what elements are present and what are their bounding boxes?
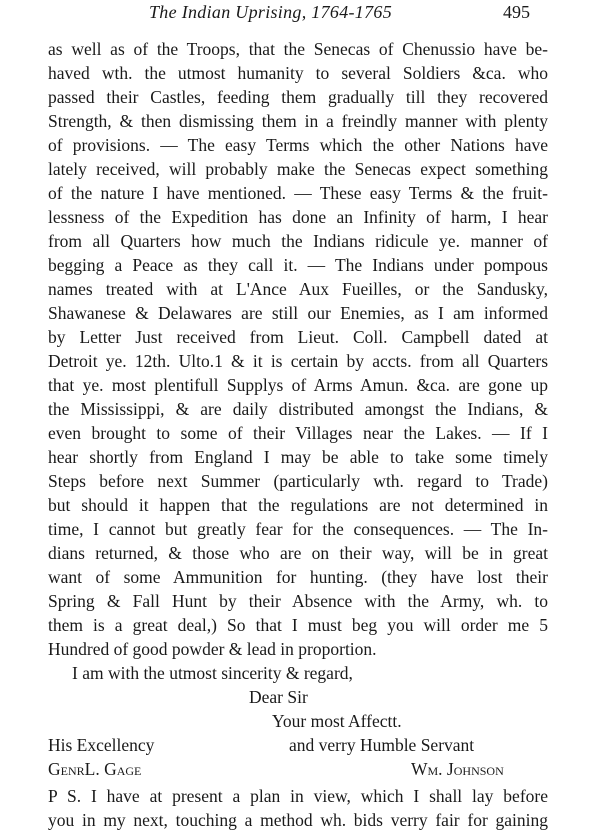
body-line: passed their Castles, feeding them gradually till they recovered bbox=[48, 87, 548, 107]
body-line: Spring & Fall Hunt by their Absence with the Army, wh. to bbox=[48, 591, 548, 611]
postscript-line: P S. I have at present a plan in view, which I shall lay before bbox=[48, 786, 548, 806]
running-title: The Indian Uprising, 1764-1765 bbox=[149, 2, 392, 22]
salutation: Dear Sir bbox=[249, 687, 308, 707]
body-line: but should it happen that the regulations are not determined in bbox=[48, 495, 548, 515]
body-line: lately received, will probably make the Senecas expect something bbox=[48, 159, 548, 179]
body-line: want of some Ammunition for hunting. (they have lost their bbox=[48, 567, 548, 587]
body-line: by Letter Just received from Lieut. Coll. Campbell dated at bbox=[48, 327, 548, 347]
closing-your-most bbox=[0, 709, 601, 733]
running-header bbox=[0, 2, 601, 28]
closing-row-recipient bbox=[0, 733, 601, 757]
recipient-title: His Excellency bbox=[48, 735, 155, 755]
postscript-line: you in my next, touching a method wh. bids verry fair for gaining bbox=[48, 810, 548, 830]
postscript bbox=[48, 784, 548, 832]
body-line: of the nature I have mentioned. — These easy Terms & the fruit- bbox=[48, 183, 548, 203]
body-line: the Mississippi, & are daily distributed amongst the Indians, & bbox=[48, 399, 548, 419]
closing-salutation bbox=[0, 685, 601, 709]
body-line: from all Quarters how much the Indians ridicule ye. manner of bbox=[48, 231, 548, 251]
humble-servant: and verry Humble Servant bbox=[289, 735, 475, 755]
body-line: them is a great deal,) So that I must beg you will order me 5 bbox=[48, 615, 548, 635]
body-line: dians returned, & those who are on their way, will be in great bbox=[48, 543, 548, 563]
body-line: hear shortly from England I may be able to take some timely bbox=[48, 447, 548, 467]
body-line: begging a Peace as they call it. — The Indians under pompous bbox=[48, 255, 548, 275]
body-line: Detroit ye. 12th. Ulto.1 & it is certain by accts. from all Quarters bbox=[48, 351, 548, 371]
body-line: of provisions. — The easy Terms which the other Nations have bbox=[48, 135, 548, 155]
your-most-affect: Your most Affectt. bbox=[272, 711, 402, 731]
signature: Wm. Johnson bbox=[411, 759, 504, 779]
body-line: as well as of the Troops, that the Senecas of Chenussio have be- bbox=[48, 39, 548, 59]
recipient-name: GenrL. Gage bbox=[48, 759, 142, 779]
body-line: even brought to some of their Villages near the Lakes. — If I bbox=[48, 423, 548, 443]
body-line: names treated with at L'Ance Aux Fueilles, or the Sandusky, bbox=[48, 279, 548, 299]
body-line: time, I cannot but greatly fear for the consequences. — The In- bbox=[48, 519, 548, 539]
body-line: Steps before next Summer (particularly wth. regard to Trade) bbox=[48, 471, 548, 491]
sincerity-line: I am with the utmost sincerity & regard, bbox=[72, 663, 353, 683]
closing-sincerity bbox=[0, 661, 601, 685]
body-line: Shawanese & Delawares are still our Enemies, as I am informed bbox=[48, 303, 548, 323]
page-number: 495 bbox=[503, 2, 530, 22]
body-line: Strength, & then dismissing them in a freindly manner with plenty bbox=[48, 111, 548, 131]
body-line: Hundred of good powder & lead in proportion. bbox=[48, 639, 377, 659]
body-line: that ye. most plentifull Supplys of Arms Amun. &ca. are gone up bbox=[48, 375, 548, 395]
body-line: haved wth. the utmost humanity to several Soldiers &ca. who bbox=[48, 63, 548, 83]
closing-row-signature bbox=[0, 757, 601, 781]
body-line: lessness of the Expedition has done an Infinity of harm, I hear bbox=[48, 207, 548, 227]
letter-body bbox=[48, 37, 548, 661]
